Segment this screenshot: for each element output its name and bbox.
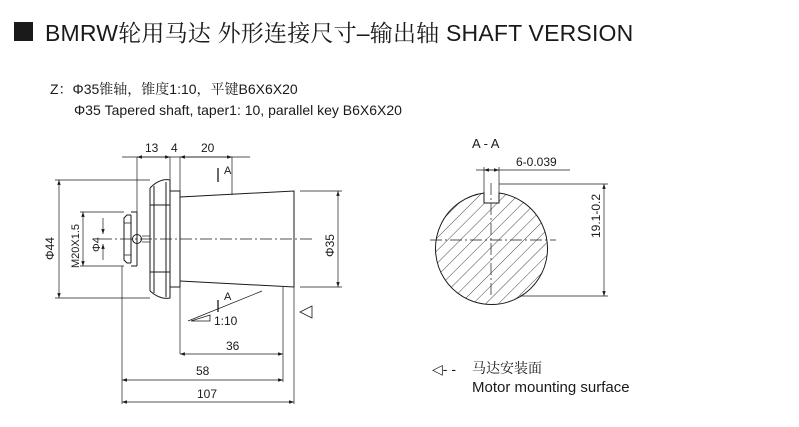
spec-line-cn: Z：Φ35锥轴，锥度1:10，平键B6X6X20 bbox=[50, 81, 298, 97]
thread-m20-label: M20X1.5 bbox=[70, 223, 82, 268]
legend-en: Motor mounting surface bbox=[472, 379, 630, 396]
dim-20: 20 bbox=[201, 141, 215, 155]
dim-107: 107 bbox=[197, 387, 218, 401]
dim-36: 36 bbox=[226, 339, 240, 353]
title-text: BMRW轮用马达 外形连接尺寸–输出轴 SHAFT VERSION bbox=[45, 19, 634, 46]
section-marker-top: A bbox=[224, 165, 232, 177]
dim-58: 58 bbox=[196, 364, 210, 378]
key-width-label: 6-0.039 bbox=[516, 155, 557, 169]
section-label: A - A bbox=[472, 136, 500, 151]
dia-4-label: Φ4 bbox=[91, 237, 103, 252]
dia-35-label: Φ35 bbox=[323, 234, 337, 257]
section-view bbox=[430, 167, 608, 304]
spec-line-en: Φ35 Tapered shaft, taper1: 10, parallel key B6X6X20 bbox=[74, 102, 402, 118]
legend-symbol: ◁- - bbox=[432, 361, 456, 377]
taper-label: 1:10 bbox=[214, 314, 238, 328]
shaft-section bbox=[436, 193, 548, 304]
dia-44-label: Φ44 bbox=[43, 237, 57, 260]
legend-cn: 马达安装面 bbox=[472, 360, 542, 376]
key-depth-label: 19.1-0.2 bbox=[589, 193, 603, 238]
section-marker-bottom: A bbox=[224, 291, 232, 303]
dim-4: 4 bbox=[171, 141, 178, 155]
dim-13: 13 bbox=[145, 141, 159, 155]
